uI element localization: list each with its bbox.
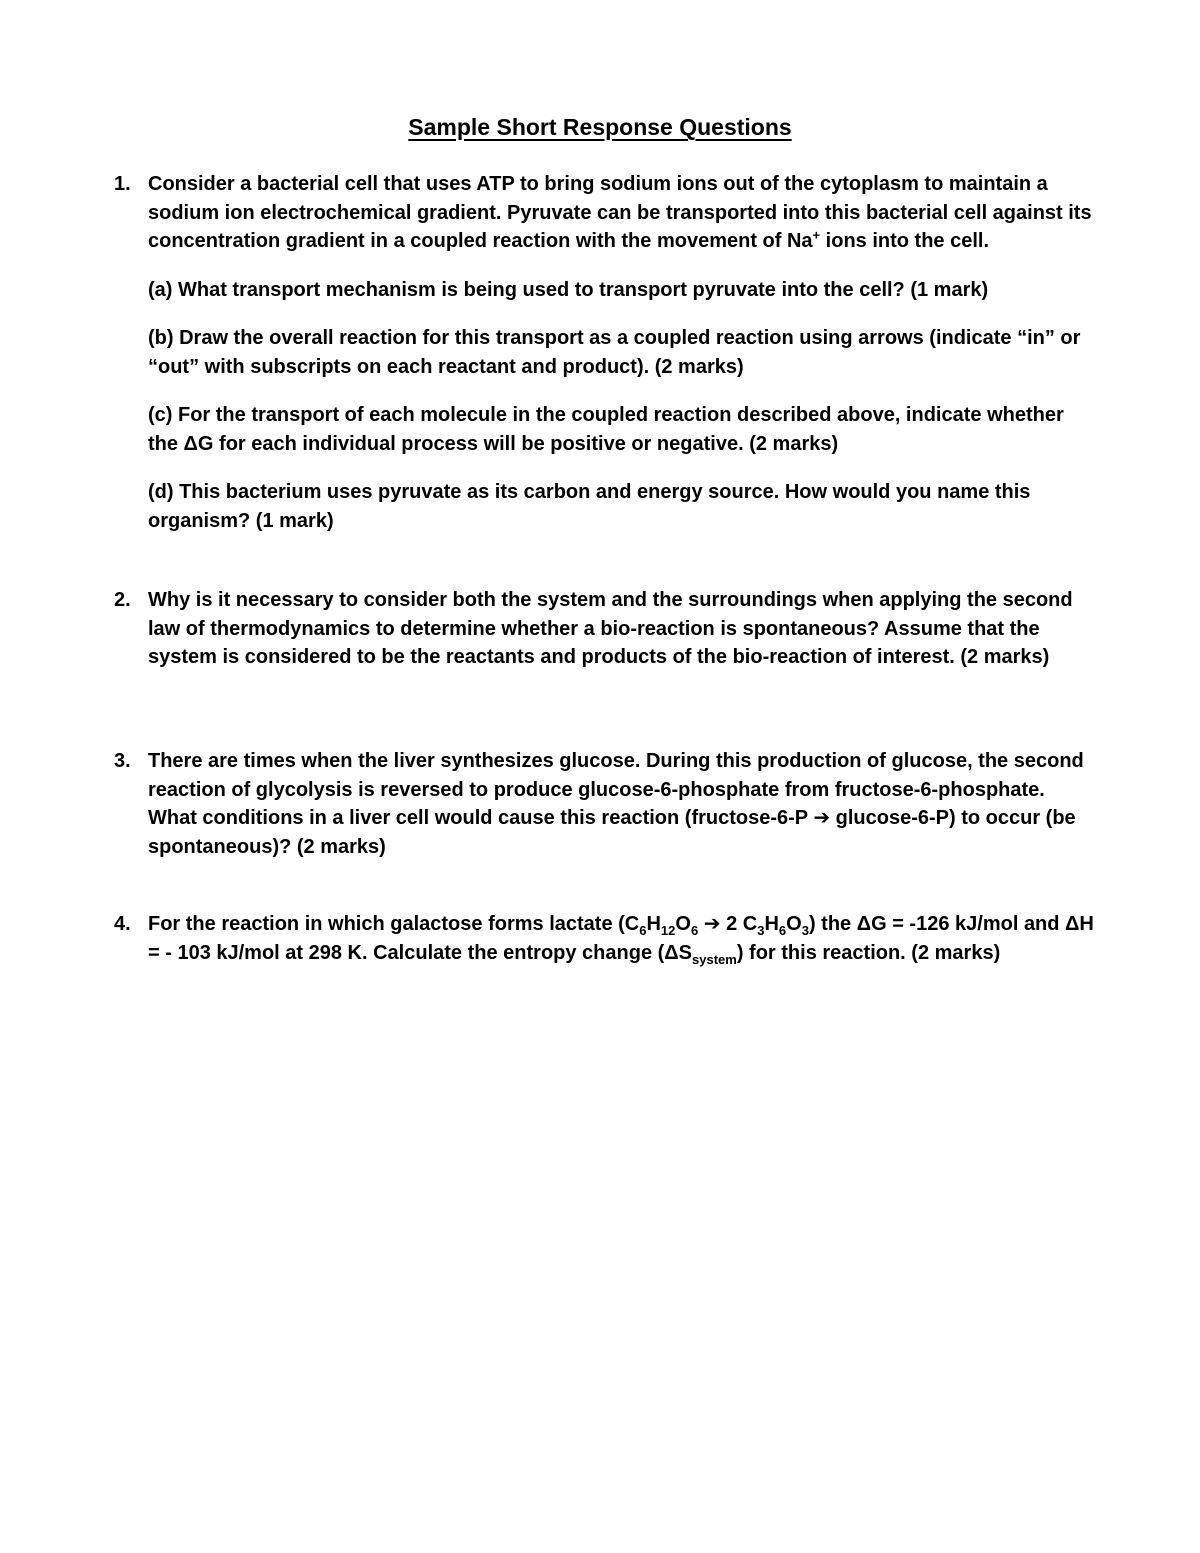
formula-element: O	[786, 913, 802, 935]
question-number: 4.	[114, 913, 131, 935]
question-text	[148, 910, 1094, 967]
subscript: 6	[639, 923, 647, 938]
subscript: 3	[801, 923, 809, 938]
question-text	[148, 747, 1094, 861]
formula-element: C	[624, 913, 640, 935]
question-4	[114, 910, 1094, 967]
formula-element: C	[742, 913, 758, 935]
subscript: 3	[757, 923, 765, 938]
question-text-part: Consider a bacterial cell that uses ATP to bring sodium ions out of the cytoplasm to maintain a sodium ion electrochemical gradient. Pyruvate can be transported into this bacterial cell against its concentration gradient in a coupled reaction with the movement of Na	[148, 173, 1092, 252]
arrow-icon: ➔	[703, 913, 721, 935]
page-title: Sample Short Response Questions	[408, 114, 792, 140]
subscript: 12	[660, 923, 676, 938]
subscript: 6	[778, 923, 787, 938]
question-1b: (b) Draw the overall reaction for this transport as a coupled reaction using arrows (indicate “in” or “out” with subscripts on each reactant and product). (2 marks)	[148, 327, 1081, 378]
subscript: 6	[690, 923, 699, 938]
question-text-part: For the reaction in which galactose forms lactate (	[148, 913, 625, 935]
question-1d: (d) This bacterium uses pyruvate as its carbon and energy source. How would you name this organism? (1 mark)	[148, 481, 1031, 532]
formula-element: H	[646, 913, 661, 935]
formula-element: O	[675, 913, 691, 935]
question-number: 2.	[114, 589, 131, 611]
formula-galactose	[624, 913, 699, 938]
question-number: 3.	[114, 750, 131, 772]
question-1	[114, 170, 1094, 535]
question-text-part: glucose-6-P) to occur (be spontaneous)? (2 marks)	[148, 807, 1076, 858]
question-text-part: There are times when the liver synthesizes glucose. During this production of glucose, the second reaction of glycolysis is reversed to produce glucose-6-phosphate from fructose-6-phosphate. What conditions in a liver cell would cause this reaction (fructose-6-P	[148, 750, 1084, 829]
subscript: system	[692, 951, 737, 967]
arrow-icon: ➔	[813, 807, 831, 829]
question-1a: (a) What transport mechanism is being used to transport pyruvate into the cell? (1 mark)	[148, 278, 989, 301]
question-text-part: ) for this reaction. (2 marks)	[736, 941, 1001, 964]
question-text-part: ions into the cell.	[820, 230, 990, 252]
question-text	[148, 170, 1094, 256]
question-2	[114, 586, 1094, 672]
question-text: Why is it necessary to consider both the system and the surroundings when applying the second law of thermodynamics to determine whether a bio-reaction is spontaneous? Assume that the system is considered to be the reactants and products of the bio-reaction of interest. (2 marks)	[148, 589, 1073, 668]
formula-element: H	[764, 913, 779, 935]
question-1c: (c) For the transport of each molecule in the coupled reaction described above, indicate whether the ΔG for each individual process will be positive or negative. (2 marks)	[148, 404, 1064, 455]
question-number: 1.	[114, 173, 131, 195]
superscript: +	[812, 227, 821, 243]
question-3	[114, 747, 1094, 861]
question-text-part: 2	[720, 913, 743, 935]
question-text-part: ) the ΔG = -126 kJ/mol and ΔH = - 103 kJ/mol at 298 K. Calculate the entropy change (ΔS	[148, 913, 1094, 964]
formula-lactate	[742, 913, 809, 938]
